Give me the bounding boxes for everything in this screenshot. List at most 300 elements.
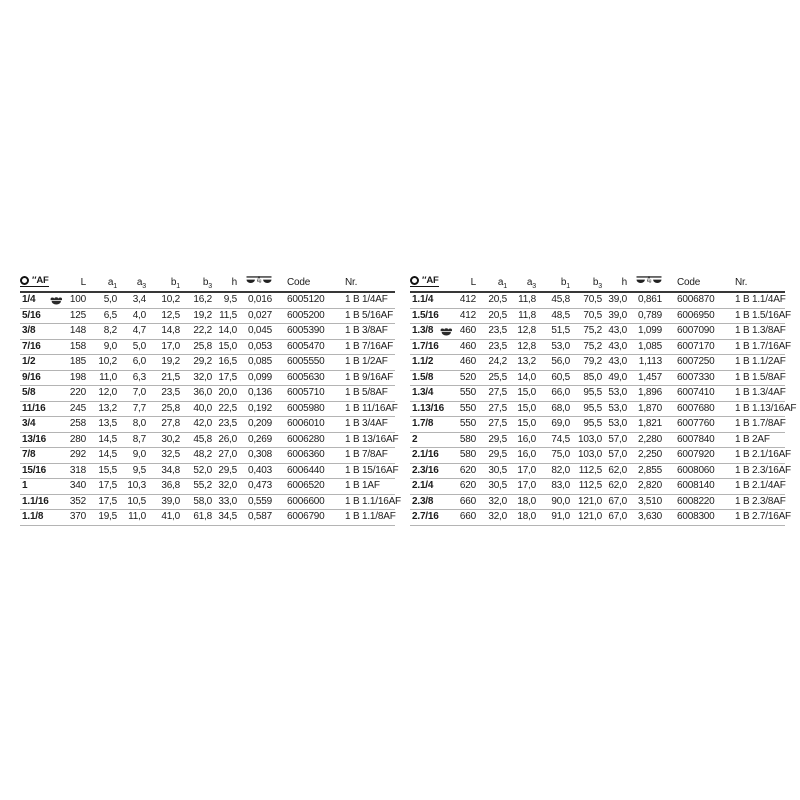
length-cell: 660 bbox=[456, 494, 478, 510]
a1-cell: 15,5 bbox=[88, 463, 119, 479]
length-cell: 148 bbox=[66, 324, 88, 340]
weight-cell: 1,896 bbox=[629, 386, 664, 402]
b1-cell: 60,5 bbox=[538, 370, 572, 386]
h-cell: 53,0 bbox=[604, 417, 629, 433]
size-cell: 11/16 bbox=[20, 401, 66, 417]
length-cell: 412 bbox=[456, 292, 478, 308]
table-row bbox=[20, 448, 395, 464]
code-cell: 6008220 bbox=[664, 494, 728, 510]
b3-cell: 61,8 bbox=[182, 510, 214, 526]
col-header-b3: $b_3$ bbox=[182, 271, 214, 292]
b1-cell: 32,5 bbox=[148, 448, 182, 464]
b3-cell: 103,0 bbox=[572, 432, 604, 448]
a3-cell: 6,3 bbox=[119, 370, 148, 386]
h-cell: 11,5 bbox=[214, 308, 239, 324]
b3-cell: 112,5 bbox=[572, 479, 604, 495]
table-row bbox=[410, 432, 785, 448]
code-cell: 6008060 bbox=[664, 463, 728, 479]
table-row bbox=[410, 370, 785, 386]
b1-cell: 51,5 bbox=[538, 324, 572, 340]
weight-cell: 0,192 bbox=[239, 401, 274, 417]
col-header-a3: $a_3$ bbox=[509, 271, 538, 292]
weight-cell: 0,085 bbox=[239, 355, 274, 371]
h-cell: 34,5 bbox=[214, 510, 239, 526]
col-header-h: h bbox=[604, 271, 629, 292]
a1-cell: 32,0 bbox=[478, 494, 509, 510]
part-number-cell: 1 B 2.3/16AF bbox=[728, 463, 785, 479]
b3-cell: 32,0 bbox=[182, 370, 214, 386]
a3-cell: 18,0 bbox=[509, 510, 538, 526]
weight-cell: 0,027 bbox=[239, 308, 274, 324]
a3-cell: 7,0 bbox=[119, 386, 148, 402]
h-cell: 67,0 bbox=[604, 510, 629, 526]
b3-cell: 42,0 bbox=[182, 417, 214, 433]
length-cell: 318 bbox=[66, 463, 88, 479]
b1-cell: 66,0 bbox=[538, 386, 572, 402]
part-number-cell: 1 B 1/2AF bbox=[338, 355, 395, 371]
code-cell: 6007090 bbox=[664, 324, 728, 340]
table-row bbox=[410, 355, 785, 371]
a3-cell: 15,0 bbox=[509, 417, 538, 433]
h-cell: 57,0 bbox=[604, 448, 629, 464]
af-unit-label: ″AF bbox=[422, 274, 439, 286]
length-cell: 660 bbox=[456, 510, 478, 526]
weight-cell: 1,870 bbox=[629, 401, 664, 417]
table-row bbox=[20, 355, 395, 371]
spanner-table-large-sizes bbox=[410, 271, 797, 526]
h-cell: 53,0 bbox=[604, 401, 629, 417]
b1-cell: 75,0 bbox=[538, 448, 572, 464]
parts-table bbox=[410, 271, 797, 526]
a3-cell: 4,7 bbox=[119, 324, 148, 340]
ring-spanner-icon bbox=[20, 276, 29, 285]
col-header-size bbox=[410, 271, 456, 292]
code-cell: 6005200 bbox=[274, 308, 338, 324]
h-cell: 16,5 bbox=[214, 355, 239, 371]
part-number-cell: 1 B 2AF bbox=[728, 432, 785, 448]
size-cell: 5/8 bbox=[20, 386, 66, 402]
code-cell: 6006520 bbox=[274, 479, 338, 495]
b3-cell: 75,2 bbox=[572, 339, 604, 355]
part-number-cell: 1 B 1.1/2AF bbox=[728, 355, 785, 371]
code-cell: 6007250 bbox=[664, 355, 728, 371]
parts-table bbox=[20, 271, 401, 526]
table-row bbox=[410, 308, 785, 324]
code-cell: 6006360 bbox=[274, 448, 338, 464]
length-cell: 220 bbox=[66, 386, 88, 402]
b3-cell: 36,0 bbox=[182, 386, 214, 402]
weight-cell: 3,510 bbox=[629, 494, 664, 510]
length-cell: 280 bbox=[66, 432, 88, 448]
scale-kg-icon bbox=[636, 275, 662, 288]
a3-cell: 17,0 bbox=[509, 479, 538, 495]
h-cell: 22,5 bbox=[214, 401, 239, 417]
a3-cell: 12,8 bbox=[509, 324, 538, 340]
a3-cell: 12,8 bbox=[509, 339, 538, 355]
part-number-cell: 1 B 1.7/8AF bbox=[728, 417, 785, 433]
h-cell: 14,0 bbox=[214, 324, 239, 340]
part-number-cell: 1 B 1.5/16AF bbox=[728, 308, 785, 324]
weight-cell: 0,136 bbox=[239, 386, 274, 402]
part-number-cell: 1 B 7/16AF bbox=[338, 339, 395, 355]
a3-cell: 10,3 bbox=[119, 479, 148, 495]
col-header-nr: Nr. bbox=[338, 271, 395, 292]
weight-cell: 0,269 bbox=[239, 432, 274, 448]
table-row bbox=[20, 401, 395, 417]
length-cell: 550 bbox=[456, 386, 478, 402]
b1-cell: 90,0 bbox=[538, 494, 572, 510]
a3-cell: 16,0 bbox=[509, 448, 538, 464]
code-cell: 6005120 bbox=[274, 292, 338, 308]
part-number-cell: 1 B 5/16AF bbox=[338, 308, 395, 324]
a1-cell: 11,0 bbox=[88, 370, 119, 386]
table-row bbox=[410, 463, 785, 479]
a1-cell: 10,2 bbox=[88, 355, 119, 371]
size-cell: 1 bbox=[20, 479, 66, 495]
a3-cell: 9,5 bbox=[119, 463, 148, 479]
h-cell: 43,0 bbox=[604, 324, 629, 340]
b1-cell: 56,0 bbox=[538, 355, 572, 371]
a1-cell: 29,5 bbox=[478, 432, 509, 448]
size-unit-header bbox=[20, 276, 49, 288]
a3-cell: 11,8 bbox=[509, 292, 538, 308]
h-cell: 17,5 bbox=[214, 370, 239, 386]
size-cell: 3/4 bbox=[20, 417, 66, 433]
code-cell: 6005980 bbox=[274, 401, 338, 417]
header-row bbox=[410, 271, 785, 292]
col-header-b1: $b_1$ bbox=[538, 271, 572, 292]
weight-cell: 1,821 bbox=[629, 417, 664, 433]
table-row bbox=[410, 494, 785, 510]
a1-cell: 20,5 bbox=[478, 308, 509, 324]
table-row bbox=[20, 417, 395, 433]
a1-cell: 20,5 bbox=[478, 292, 509, 308]
h-cell: 15,0 bbox=[214, 339, 239, 355]
length-cell: 125 bbox=[66, 308, 88, 324]
b1-cell: 53,0 bbox=[538, 339, 572, 355]
part-number-cell: 1 B 2.1/16AF bbox=[728, 448, 785, 464]
b3-cell: 19,2 bbox=[182, 308, 214, 324]
code-cell: 6005630 bbox=[274, 370, 338, 386]
b3-cell: 22,2 bbox=[182, 324, 214, 340]
h-cell: 32,0 bbox=[214, 479, 239, 495]
a1-cell: 14,5 bbox=[88, 448, 119, 464]
table-row bbox=[20, 510, 395, 526]
b1-cell: 21,5 bbox=[148, 370, 182, 386]
a3-cell: 16,0 bbox=[509, 432, 538, 448]
size-cell: 3/8 bbox=[20, 324, 66, 340]
table-row bbox=[20, 479, 395, 495]
size-cell: 1.7/16 bbox=[410, 339, 456, 355]
a3-cell: 18,0 bbox=[509, 494, 538, 510]
b1-cell: 10,2 bbox=[148, 292, 182, 308]
code-cell: 6006600 bbox=[274, 494, 338, 510]
code-cell: 6008140 bbox=[664, 479, 728, 495]
part-number-cell: 1 B 1.3/8AF bbox=[728, 324, 785, 340]
weight-cell: 0,045 bbox=[239, 324, 274, 340]
b3-cell: 95,5 bbox=[572, 417, 604, 433]
length-cell: 620 bbox=[456, 463, 478, 479]
part-number-cell: 1 B 3/4AF bbox=[338, 417, 395, 433]
weight-cell: 0,403 bbox=[239, 463, 274, 479]
b1-cell: 27,8 bbox=[148, 417, 182, 433]
a3-cell: 3,4 bbox=[119, 292, 148, 308]
table-row bbox=[20, 432, 395, 448]
weight-cell: 2,855 bbox=[629, 463, 664, 479]
h-cell: 27,0 bbox=[214, 448, 239, 464]
a3-cell: 4,0 bbox=[119, 308, 148, 324]
table-row bbox=[410, 292, 785, 308]
a1-cell: 27,5 bbox=[478, 386, 509, 402]
weight-cell: 0,861 bbox=[629, 292, 664, 308]
b1-cell: 83,0 bbox=[538, 479, 572, 495]
size-cell: 1.13/16 bbox=[410, 401, 456, 417]
b3-cell: 95,5 bbox=[572, 401, 604, 417]
length-cell: 550 bbox=[456, 401, 478, 417]
a1-cell: 6,5 bbox=[88, 308, 119, 324]
table-row bbox=[410, 479, 785, 495]
ring-spanner-icon bbox=[410, 276, 419, 285]
size-cell: 1.5/8 bbox=[410, 370, 456, 386]
size-cell: 1.1/16 bbox=[20, 494, 66, 510]
b3-cell: 16,2 bbox=[182, 292, 214, 308]
a1-cell: 25,5 bbox=[478, 370, 509, 386]
a1-cell: 32,0 bbox=[478, 510, 509, 526]
h-cell: 9,5 bbox=[214, 292, 239, 308]
h-cell: 39,0 bbox=[604, 308, 629, 324]
a1-cell: 13,2 bbox=[88, 401, 119, 417]
a1-cell: 12,0 bbox=[88, 386, 119, 402]
weight-cell: 1,099 bbox=[629, 324, 664, 340]
svg-text:kg: kg bbox=[646, 278, 652, 284]
a1-cell: 29,5 bbox=[478, 448, 509, 464]
weight-cell: 0,559 bbox=[239, 494, 274, 510]
part-number-cell: 1 B 1.1/16AF bbox=[338, 494, 395, 510]
col-header-nr: Nr. bbox=[728, 271, 785, 292]
weight-cell: 0,308 bbox=[239, 448, 274, 464]
scale-kg-icon bbox=[246, 275, 272, 288]
part-number-cell: 1 B 15/16AF bbox=[338, 463, 395, 479]
code-cell: 6006790 bbox=[274, 510, 338, 526]
table-row bbox=[410, 448, 785, 464]
b1-cell: 34,8 bbox=[148, 463, 182, 479]
size-cell: 1/2 bbox=[20, 355, 66, 371]
h-cell: 43,0 bbox=[604, 339, 629, 355]
code-cell: 6006440 bbox=[274, 463, 338, 479]
b3-cell: 29,2 bbox=[182, 355, 214, 371]
length-cell: 340 bbox=[66, 479, 88, 495]
b3-cell: 52,0 bbox=[182, 463, 214, 479]
table-body bbox=[410, 292, 797, 525]
a3-cell: 11,8 bbox=[509, 308, 538, 324]
weight-cell: 0,053 bbox=[239, 339, 274, 355]
b1-cell: 17,0 bbox=[148, 339, 182, 355]
part-number-cell: 1 B 9/16AF bbox=[338, 370, 395, 386]
part-number-cell: 1 B 2.7/16AF bbox=[728, 510, 785, 526]
length-cell: 100 bbox=[66, 292, 88, 308]
a3-cell: 17,0 bbox=[509, 463, 538, 479]
part-number-cell: 1 B 3/8AF bbox=[338, 324, 395, 340]
h-cell: 62,0 bbox=[604, 479, 629, 495]
length-cell: 580 bbox=[456, 448, 478, 464]
code-cell: 6007330 bbox=[664, 370, 728, 386]
h-cell: 33,0 bbox=[214, 494, 239, 510]
b3-cell: 103,0 bbox=[572, 448, 604, 464]
part-number-cell: 1 B 2.1/4AF bbox=[728, 479, 785, 495]
col-header-size bbox=[20, 271, 66, 292]
size-cell: 13/16 bbox=[20, 432, 66, 448]
a3-cell: 13,2 bbox=[509, 355, 538, 371]
a1-cell: 14,5 bbox=[88, 432, 119, 448]
b1-cell: 36,8 bbox=[148, 479, 182, 495]
b1-cell: 23,5 bbox=[148, 386, 182, 402]
code-cell: 6006280 bbox=[274, 432, 338, 448]
b1-cell: 48,5 bbox=[538, 308, 572, 324]
length-cell: 370 bbox=[66, 510, 88, 526]
table-row bbox=[20, 494, 395, 510]
b3-cell: 70,5 bbox=[572, 292, 604, 308]
b3-cell: 121,0 bbox=[572, 494, 604, 510]
col-header-length: L bbox=[456, 271, 478, 292]
length-cell: 520 bbox=[456, 370, 478, 386]
weight-cell: 1,085 bbox=[629, 339, 664, 355]
col-header-a3: $a_3$ bbox=[119, 271, 148, 292]
b3-cell: 70,5 bbox=[572, 308, 604, 324]
part-number-cell: 1 B 1.1/8AF bbox=[338, 510, 395, 526]
length-cell: 580 bbox=[456, 432, 478, 448]
weight-cell: 1,113 bbox=[629, 355, 664, 371]
col-header-length: L bbox=[66, 271, 88, 292]
length-cell: 185 bbox=[66, 355, 88, 371]
code-cell: 6007410 bbox=[664, 386, 728, 402]
size-cell: 1.1/4 bbox=[410, 292, 456, 308]
h-cell: 67,0 bbox=[604, 494, 629, 510]
part-number-cell: 1 B 1.7/16AF bbox=[728, 339, 785, 355]
code-cell: 6007680 bbox=[664, 401, 728, 417]
code-cell: 6007920 bbox=[664, 448, 728, 464]
size-cell: 7/8 bbox=[20, 448, 66, 464]
size-unit-header bbox=[410, 276, 439, 288]
table-row bbox=[410, 510, 785, 526]
h-cell: 57,0 bbox=[604, 432, 629, 448]
table-row bbox=[410, 324, 785, 340]
a3-cell: 15,0 bbox=[509, 386, 538, 402]
size-cell: 2.1/4 bbox=[410, 479, 456, 495]
a1-cell: 23,5 bbox=[478, 339, 509, 355]
a1-cell: 9,0 bbox=[88, 339, 119, 355]
b3-cell: 95,5 bbox=[572, 386, 604, 402]
length-cell: 412 bbox=[456, 308, 478, 324]
length-cell: 245 bbox=[66, 401, 88, 417]
col-header-weight bbox=[239, 271, 274, 292]
a1-cell: 30,5 bbox=[478, 463, 509, 479]
b3-cell: 55,2 bbox=[182, 479, 214, 495]
size-cell: 1.3/4 bbox=[410, 386, 456, 402]
code-cell: 6006870 bbox=[664, 292, 728, 308]
table-row bbox=[20, 292, 395, 308]
profile-marker-icon bbox=[440, 327, 453, 339]
weight-cell: 0,473 bbox=[239, 479, 274, 495]
length-cell: 460 bbox=[456, 339, 478, 355]
part-number-cell: 1 B 1.13/16AF bbox=[728, 401, 785, 417]
weight-cell: 2,820 bbox=[629, 479, 664, 495]
a1-cell: 5,0 bbox=[88, 292, 119, 308]
h-cell: 26,0 bbox=[214, 432, 239, 448]
size-cell: 7/16 bbox=[20, 339, 66, 355]
h-cell: 23,5 bbox=[214, 417, 239, 433]
size-cell: 2.3/16 bbox=[410, 463, 456, 479]
a3-cell: 6,0 bbox=[119, 355, 148, 371]
b1-cell: 41,0 bbox=[148, 510, 182, 526]
code-cell: 6007840 bbox=[664, 432, 728, 448]
code-cell: 6006010 bbox=[274, 417, 338, 433]
size-cell: 1.5/16 bbox=[410, 308, 456, 324]
a3-cell: 9,0 bbox=[119, 448, 148, 464]
spanner-table-small-sizes bbox=[20, 271, 401, 526]
col-header-code: Code bbox=[664, 271, 728, 292]
length-cell: 292 bbox=[66, 448, 88, 464]
part-number-cell: 1 B 5/8AF bbox=[338, 386, 395, 402]
table-row bbox=[410, 339, 785, 355]
weight-cell: 2,250 bbox=[629, 448, 664, 464]
a3-cell: 11,0 bbox=[119, 510, 148, 526]
table-row bbox=[20, 324, 395, 340]
col-header-b1: $b_1$ bbox=[148, 271, 182, 292]
part-number-cell: 1 B 11/16AF bbox=[338, 401, 395, 417]
b3-cell: 85,0 bbox=[572, 370, 604, 386]
b3-cell: 75,2 bbox=[572, 324, 604, 340]
part-number-cell: 1 B 1/4AF bbox=[338, 292, 395, 308]
b1-cell: 30,2 bbox=[148, 432, 182, 448]
part-number-cell: 1 B 1.3/4AF bbox=[728, 386, 785, 402]
b3-cell: 40,0 bbox=[182, 401, 214, 417]
b3-cell: 121,0 bbox=[572, 510, 604, 526]
table-row bbox=[410, 401, 785, 417]
a1-cell: 17,5 bbox=[88, 479, 119, 495]
b3-cell: 45,8 bbox=[182, 432, 214, 448]
weight-cell: 0,209 bbox=[239, 417, 274, 433]
size-cell: 1.3/8 bbox=[410, 324, 456, 340]
a1-cell: 19,5 bbox=[88, 510, 119, 526]
a1-cell: 27,5 bbox=[478, 417, 509, 433]
size-cell: 1.1/8 bbox=[20, 510, 66, 526]
size-cell: 2.3/8 bbox=[410, 494, 456, 510]
b1-cell: 14,8 bbox=[148, 324, 182, 340]
part-number-cell: 1 B 1AF bbox=[338, 479, 395, 495]
length-cell: 352 bbox=[66, 494, 88, 510]
h-cell: 43,0 bbox=[604, 355, 629, 371]
h-cell: 53,0 bbox=[604, 386, 629, 402]
a3-cell: 10,5 bbox=[119, 494, 148, 510]
code-cell: 6005550 bbox=[274, 355, 338, 371]
weight-cell: 3,630 bbox=[629, 510, 664, 526]
size-cell: 15/16 bbox=[20, 463, 66, 479]
size-cell: 1.1/2 bbox=[410, 355, 456, 371]
b3-cell: 112,5 bbox=[572, 463, 604, 479]
part-number-cell: 1 B 7/8AF bbox=[338, 448, 395, 464]
length-cell: 460 bbox=[456, 355, 478, 371]
size-cell: 2.7/16 bbox=[410, 510, 456, 526]
part-number-cell: 1 B 2.3/8AF bbox=[728, 494, 785, 510]
h-cell: 20,0 bbox=[214, 386, 239, 402]
a3-cell: 7,7 bbox=[119, 401, 148, 417]
a1-cell: 17,5 bbox=[88, 494, 119, 510]
b1-cell: 45,8 bbox=[538, 292, 572, 308]
b1-cell: 12,5 bbox=[148, 308, 182, 324]
table-row bbox=[410, 417, 785, 433]
col-header-weight bbox=[629, 271, 664, 292]
a3-cell: 8,7 bbox=[119, 432, 148, 448]
